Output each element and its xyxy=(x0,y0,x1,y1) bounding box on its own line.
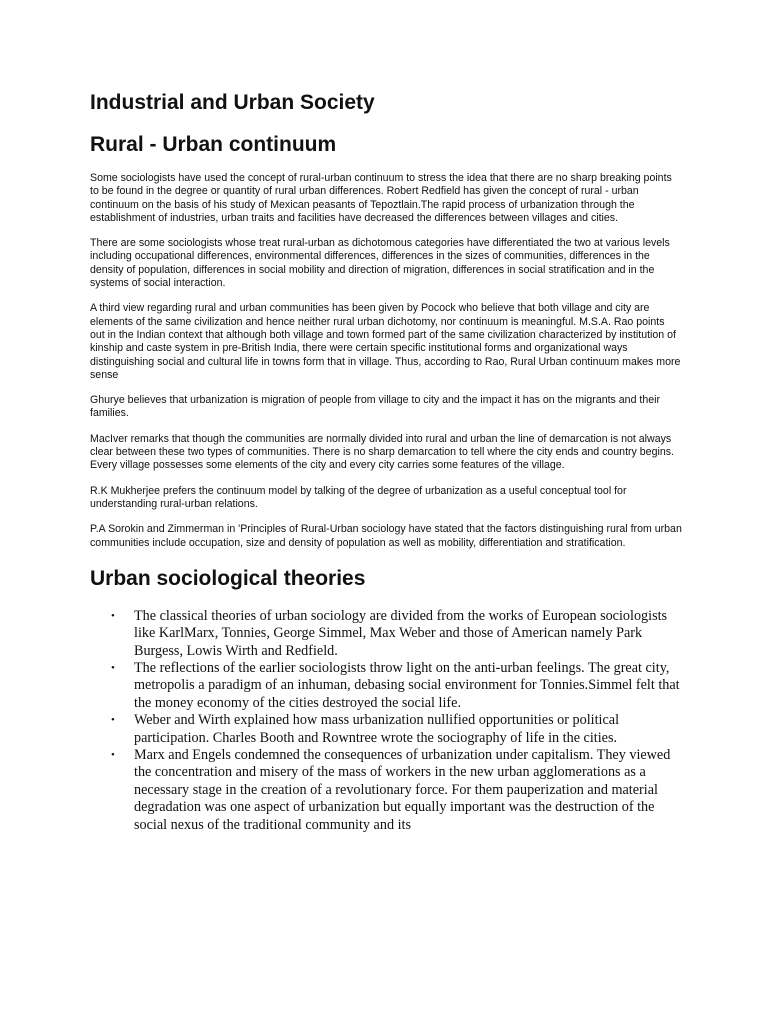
paragraph: Ghurye believes that urbanization is migration of people from village to city and the impact it has on the migrants and their families. xyxy=(90,394,661,420)
list-item xyxy=(111,607,682,660)
list-item xyxy=(111,747,682,834)
paragraph: Some sociologists have used the concept of rural-urban continuum to stress the idea that there are no sharp breaking points to be found in the degree or quantity of rural urban differences. Robert Redfield has given the concept of rural - urban continuum on the basis of his study of Mexican peasants of Tepoztlain.The rapid process of urbanization through the establishment of industries, urban traits and facilities have decreased the differences between villages and cities. xyxy=(90,172,672,224)
section-heading-urban-theories: Urban sociological theories xyxy=(90,566,366,590)
list-item-text: The classical theories of urban sociology are divided from the works of European sociologists like KarlMarx, Tonnies, George Simmel, Max Weber and those of American namely Park Burgess, Lowis Wirth and Redfield. xyxy=(134,607,668,659)
paragraph: R.K Mukherjee prefers the continuum model by talking of the degree of urbanization as a useful conceptual tool for understanding rural-urban relations. xyxy=(90,484,627,510)
paragraph: MacIver remarks that though the communities are normally divided into rural and urban the line of demarcation is not always clear between these two types of communities. There is no sharp demarcation to tell where the city ends and country begins. Every village possesses some elements of the city and every city carries some features of the village. xyxy=(90,432,674,472)
document-page xyxy=(90,0,682,834)
paragraph: P.A Sorokin and Zimmerman in 'Principles of Rural-Urban sociology have stated that the factors distinguishing rural from urban communities include occupation, size and density of population as well as mobility, differentiation and stratification. xyxy=(90,523,682,549)
bullet-icon: • xyxy=(111,714,115,727)
list-item-text: Marx and Engels condemned the consequences of urbanization under capitalism. They viewed the concentration and misery of the mass of workers in the new urban agglomerations as a necessary stage in the creation of a revolutionary force. For them pauperization and material degradation was one aspect of urbanization but equally important was the destruction of the social nexus of the traditional community and its xyxy=(134,747,671,833)
bullet-icon: • xyxy=(111,749,115,762)
bullet-icon: • xyxy=(111,609,115,622)
list-item xyxy=(111,660,682,712)
page-title: Industrial and Urban Society xyxy=(90,91,375,114)
theories-list xyxy=(90,608,682,834)
paragraph: There are some sociologists whose treat rural-urban as dichotomous categories have differentiated the two at various levels including occupational differences, environmental differences, differences in the sizes of communities, differences in the density of population, differences in social mobility and direction of migration, differences in social stratification and in the systems of social interaction. xyxy=(90,237,670,290)
bullet-icon: • xyxy=(111,662,115,675)
section-heading-rural-urban: Rural - Urban continuum xyxy=(90,133,337,156)
list-item xyxy=(111,712,682,747)
list-item-text: Weber and Wirth explained how mass urbanization nullified opportunities or political participation. Charles Booth and Rowntree wrote the sociography of life in the cities. xyxy=(134,712,620,746)
paragraph-group xyxy=(90,172,682,550)
paragraph: A third view regarding rural and urban communities has been given by Pocock who believe that both village and city are elements of the same civilization and hence neither rural urban dichotomy, nor continuum is meaningful. M.S.A. Rao points out in the Indian context that although both village and town formed part of the same civilization characterized by institution of kinship and caste system in pre-British India, there were certain specific institutional forms and organizational ways distinguishing social and cultural life in towns form that in village. Thus, according to Rao, Rural Urban continuum makes more sense xyxy=(90,302,681,381)
list-item-text: The reflections of the earlier sociologists throw light on the anti-urban feelings. The great city, metropolis a paradigm of an inhuman, debasing social environment for Tonnies.Simmel felt that the money economy of the cities destroyed the social life. xyxy=(134,660,680,711)
